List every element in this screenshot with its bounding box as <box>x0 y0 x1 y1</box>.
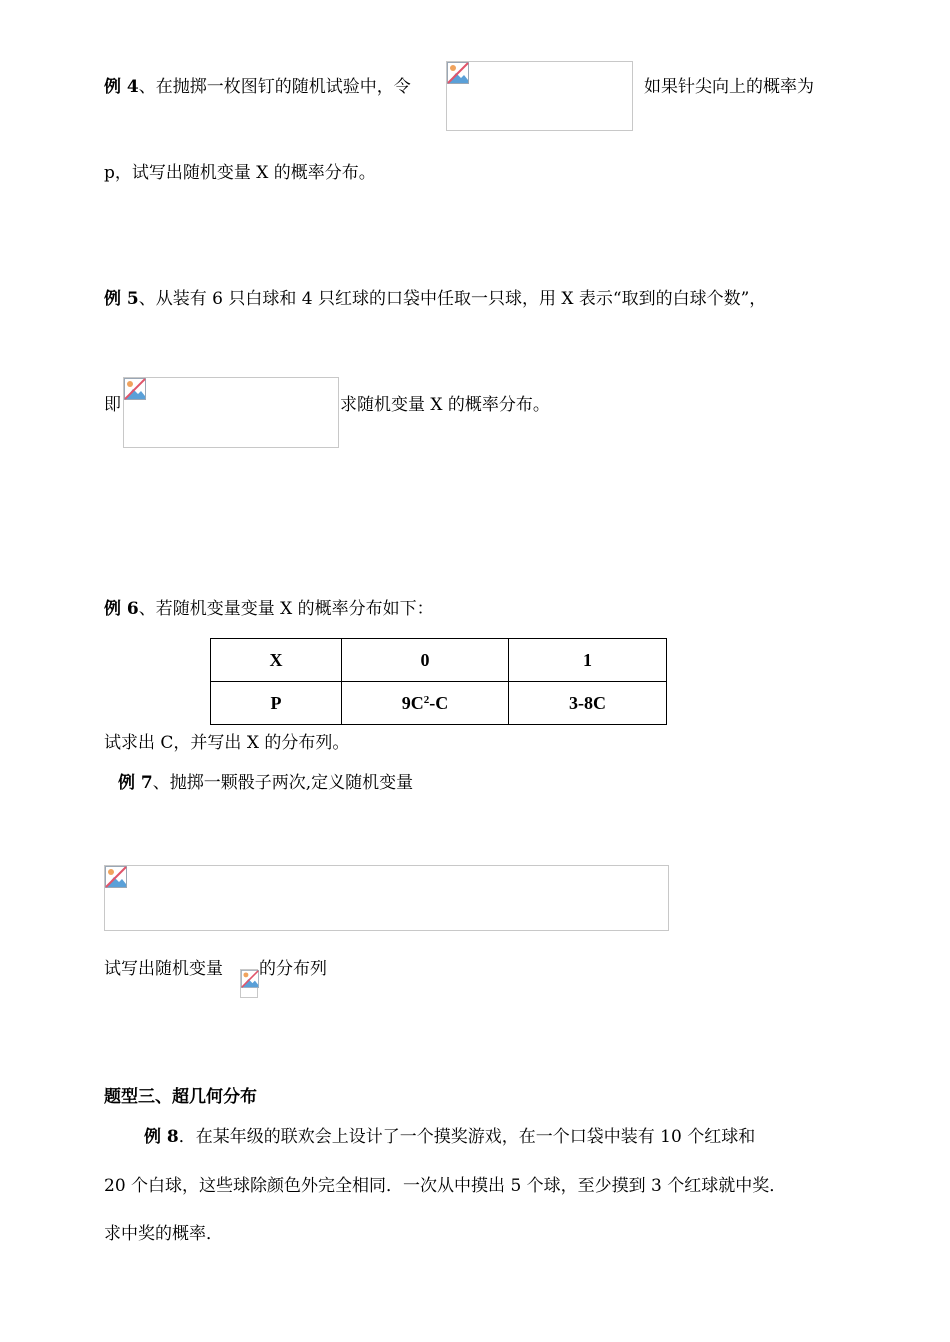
formula-image-placeholder <box>104 865 669 931</box>
example-5-suffix: 求随机变量 X 的概率分布。 <box>340 395 550 415</box>
example-8-label: 例 8 <box>144 1127 179 1147</box>
example-4-text: 、在抛掷一枚图钉的随机试验中，令 <box>138 77 411 97</box>
example-6-after: 试求出 C，并写出 X 的分布列。 <box>104 733 350 753</box>
broken-image-icon <box>447 62 469 84</box>
example-4-label: 例 4 <box>104 77 139 97</box>
cell-tail: -C <box>429 692 449 713</box>
example-7-line-2-after: 的分布列 <box>259 959 327 979</box>
example-6-text: 、若随机变量变量 X 的概率分布如下： <box>138 599 434 619</box>
cell-base: 9C <box>401 692 424 713</box>
table-cell: 3-8C <box>509 682 667 725</box>
example-7-line <box>118 775 413 792</box>
formula-image-placeholder <box>240 969 258 998</box>
probability-distribution-table <box>210 638 667 725</box>
example-6-label: 例 6 <box>104 599 139 619</box>
example-8-line-3: 求中奖的概率． <box>104 1224 223 1244</box>
example-6-line <box>104 601 434 618</box>
broken-image-icon <box>241 970 259 988</box>
example-7-label: 例 7 <box>118 773 153 793</box>
example-4-line-1 <box>104 79 411 96</box>
example-8-line-1 <box>144 1129 755 1146</box>
broken-image-icon <box>105 866 127 888</box>
broken-image-icon <box>124 378 146 400</box>
example-7-text: 、抛掷一颗骰子两次,定义随机变量 <box>152 773 414 793</box>
table-header-cell: X <box>211 639 342 682</box>
table-header-cell: 0 <box>342 639 509 682</box>
section-title: 题型三、超几何分布 <box>104 1087 257 1107</box>
table-row-label: P <box>211 682 342 725</box>
example-5-label: 例 5 <box>104 289 139 309</box>
example-4-text-after: 如果针尖向上的概率为 <box>644 77 814 97</box>
example-5-line-1 <box>104 291 766 308</box>
cell-superscript: 2 <box>423 693 430 706</box>
example-5-text: 、从装有 6 只白球和 4 只红球的口袋中任取一只球，用 X 表示“取到的白球个数”， <box>138 289 767 309</box>
example-5-prefix: 即 <box>104 395 121 415</box>
table-header-cell: 1 <box>509 639 667 682</box>
example-7-line-2-before: 试写出随机变量 <box>104 959 223 979</box>
example-8-line-2: 20 个白球，这些球除颜色外完全相同．一次从中摸出 5 个球，至少摸到 3 个红球就中奖． <box>104 1176 787 1196</box>
table-row <box>211 682 667 725</box>
table-row <box>211 639 667 682</box>
formula-image-placeholder <box>123 377 339 448</box>
example-4-line-2: p，试写出随机变量 X 的概率分布。 <box>104 163 376 183</box>
formula-image-placeholder <box>446 61 633 131</box>
table-cell <box>342 682 509 725</box>
example-8-text: ．在某年级的联欢会上设计了一个摸奖游戏，在一个口袋中装有 10 个红球和 <box>178 1127 756 1147</box>
